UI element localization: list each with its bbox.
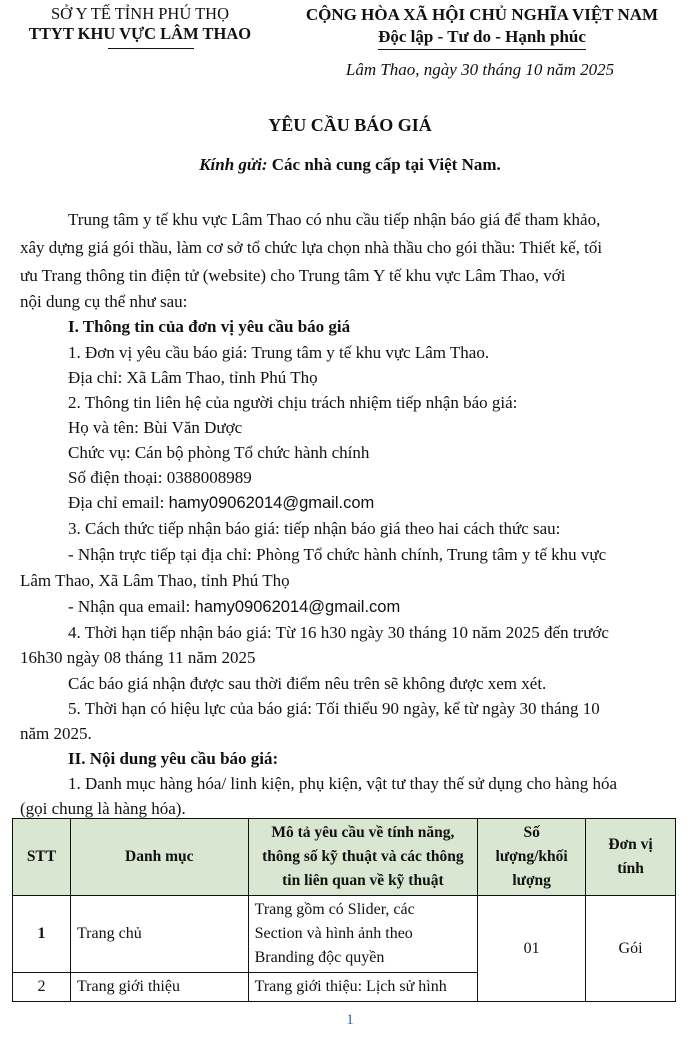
nation-line-1: CỘNG HÒA XÃ HỘI CHỦ NGHĨA VIỆT NAM — [305, 5, 659, 24]
header-description-line: Mô tả yêu cầu về tính năng, — [271, 824, 455, 841]
email-label: Địa chỉ email: — [68, 493, 169, 512]
contact-name: Họ và tên: Bùi Văn Dược — [68, 418, 243, 437]
header-quantity-line: Số — [523, 824, 540, 841]
intro-line-4: nội dung cụ thể như sau: — [20, 292, 188, 311]
header-quantity — [478, 819, 586, 896]
row-description: Trang giới thiệu: Lịch sử hình — [248, 973, 478, 1002]
section-2-heading: II. Nội dung yêu cầu báo giá: — [68, 749, 279, 768]
header-quantity-line: lượng/khối — [495, 848, 568, 865]
header-category: Danh mục — [70, 819, 248, 896]
intro-line-2: xây dựng giá gói thầu, làm cơ sở tổ chức lựa chọn nhà thầu cho gói thầu: Thiết kế, tối — [20, 238, 603, 257]
row-quantity: 01 — [478, 896, 586, 1002]
greeting — [0, 155, 700, 175]
nation-header — [282, 4, 682, 50]
contact-position: Chức vụ: Cán bộ phòng Tổ chức hành chính — [68, 443, 370, 462]
header-quantity-line: lượng — [512, 872, 551, 889]
org-line-2: TTYT KHU VỰC LÂM THAO — [28, 24, 252, 43]
row-description-line: Trang gồm có Slider, các — [254, 901, 415, 918]
row-description — [248, 896, 478, 973]
row-unit: Gói — [586, 896, 676, 1002]
section-1-item-3: 3. Cách thức tiếp nhận báo giá: tiếp nhận báo giá theo hai cách thức sau: — [68, 519, 561, 538]
row-description-line: Branding độc quyền — [254, 949, 385, 966]
contact-email-line — [68, 491, 374, 515]
section-1-item-1: 1. Đơn vị yêu cầu báo giá: Trung tâm y tế khu vực Lâm Thao. — [68, 343, 490, 362]
greeting-label: Kính gửi: — [199, 155, 268, 174]
email-receive-address: hamy09062014@gmail.com — [194, 598, 401, 616]
header-description — [248, 819, 478, 896]
address-line: Địa chỉ: Xã Lâm Thao, tỉnh Phú Thọ — [68, 368, 318, 387]
header-unit-line: Đơn vị — [608, 836, 653, 853]
direct-receive-line-1: - Nhận trực tiếp tại địa chỉ: Phòng Tổ chức hành chính, Trung tâm y tế khu vực — [68, 545, 607, 564]
contact-phone: Số điện thoại: 0388008989 — [68, 468, 252, 487]
greeting-text: Các nhà cung cấp tại Việt Nam. — [267, 155, 501, 174]
section-1-item-4-line-2: 16h30 ngày 08 tháng 11 năm 2025 — [20, 648, 256, 667]
section-1-item-4-line-1: 4. Thời hạn tiếp nhận báo giá: Từ 16 h30 ngày 30 tháng 10 năm 2025 đến trước — [68, 623, 609, 642]
section-1-item-5-line-1: 5. Thời hạn có hiệu lực của báo giá: Tối thiểu 90 ngày, kể từ ngày 30 tháng 10 — [68, 699, 600, 718]
email-receive-label: - Nhận qua email: — [68, 597, 195, 616]
table-header-row — [13, 819, 676, 896]
date-line: Lâm Thao, ngày 30 tháng 10 năm 2025 — [345, 60, 615, 79]
row-description-line: Section và hình ảnh theo — [254, 925, 413, 942]
section-2-item-1-line-1: 1. Danh mục hàng hóa/ linh kiện, phụ kiện, vật tư thay thế sử dụng cho hàng hóa — [68, 774, 618, 793]
org-header — [20, 4, 260, 44]
intro-line-3: ưu Trang thông tin điện tử (website) cho Trung tâm Y tế khu vực Lâm Thao, với — [20, 266, 566, 285]
row-stt: 2 — [13, 973, 71, 1002]
nation-line-2: Độc lập - Tư do - Hạnh phúc — [378, 26, 586, 50]
section-1-heading: I. Thông tin của đơn vị yêu cầu báo giá — [68, 317, 351, 336]
header-stt: STT — [13, 819, 71, 896]
row-category: Trang giới thiệu — [70, 973, 248, 1002]
late-note: Các báo giá nhận được sau thời điểm nêu trên sẽ không được xem xét. — [68, 674, 547, 693]
row-stt: 1 — [13, 896, 71, 973]
row-category: Trang chủ — [70, 896, 248, 973]
contact-email: hamy09062014@gmail.com — [168, 494, 375, 512]
header-description-line: tin liên quan về kỹ thuật — [282, 872, 444, 889]
email-receive-line — [68, 595, 400, 619]
goods-table — [12, 818, 676, 1002]
intro-line-1: Trung tâm y tế khu vực Lâm Thao có nhu cầu tiếp nhận báo giá để tham khảo, — [68, 210, 601, 229]
header-unit — [586, 819, 676, 896]
direct-receive-line-2: Lâm Thao, Xã Lâm Thao, tỉnh Phú Thọ — [20, 571, 290, 590]
org-underline — [108, 48, 194, 49]
header-description-line: thông số kỹ thuật và các thông — [262, 848, 464, 865]
section-1-item-2: 2. Thông tin liên hệ của người chịu trách nhiệm tiếp nhận báo giá: — [68, 393, 518, 412]
section-1-item-5-line-2: năm 2025. — [20, 724, 92, 743]
section-2-item-1-line-2: (gọi chung là hàng hóa). — [20, 799, 186, 818]
table-row — [13, 896, 676, 973]
org-line-1: SỞ Y TẾ TỈNH PHÚ THỌ — [51, 4, 229, 23]
document-title: YÊU CẦU BÁO GIÁ — [268, 115, 432, 135]
page-number: 1 — [346, 1012, 354, 1028]
header-unit-line: tính — [617, 860, 644, 877]
